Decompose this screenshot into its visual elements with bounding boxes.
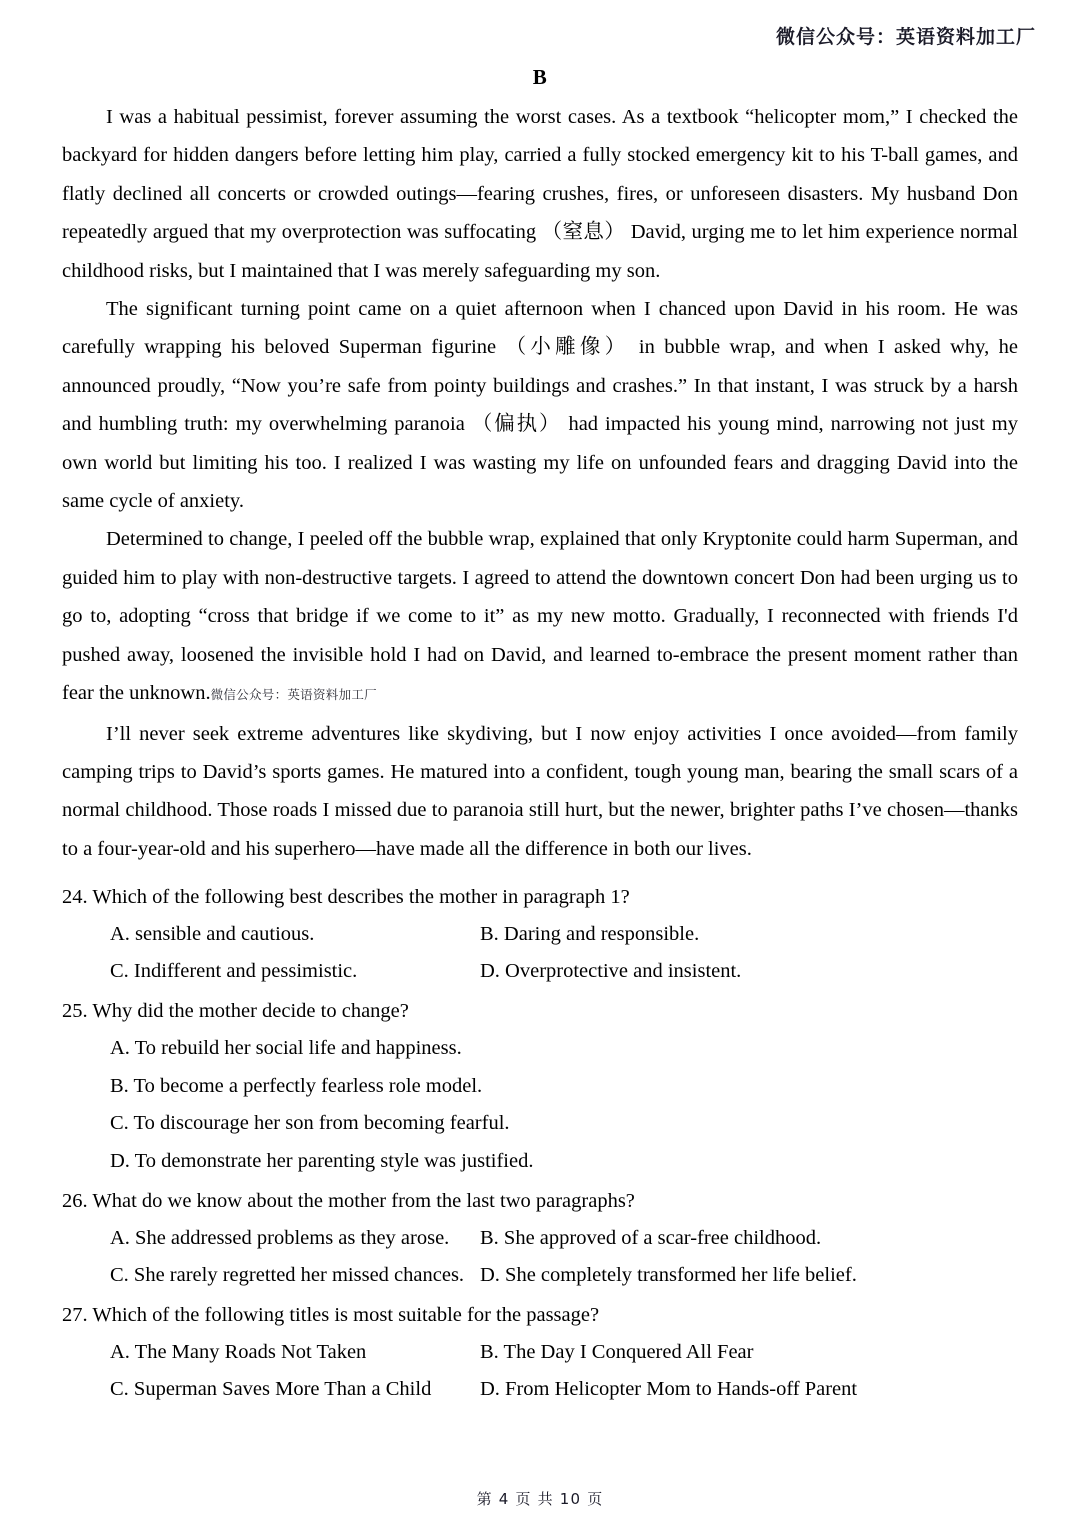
- passage-paragraph-3: [62, 520, 1018, 714]
- question-24-stem: 24. Which of the following best describes the mother in paragraph 1?: [62, 886, 630, 909]
- question-27-option-c[interactable]: C. Superman Saves More Than a Child: [110, 1378, 432, 1401]
- option-row: [62, 953, 1018, 990]
- question-27-option-b[interactable]: B. The Day I Conquered All Fear: [480, 1341, 754, 1364]
- passage-paragraph-4: [62, 715, 1018, 869]
- question-24-option-a[interactable]: A. sensible and cautious.: [110, 923, 315, 946]
- question-25-options: [62, 1030, 1018, 1180]
- question-27-option-a[interactable]: A. The Many Roads Not Taken: [110, 1341, 367, 1364]
- question-27-options: [62, 1334, 1018, 1408]
- question-24-option-d[interactable]: D. Overprotective and insistent.: [480, 960, 742, 983]
- question-24-option-b[interactable]: B. Daring and responsible.: [480, 923, 700, 946]
- question-27-stem: 27. Which of the following titles is most suitable for the passage?: [62, 1304, 600, 1327]
- question-24: [62, 878, 1018, 990]
- question-26-option-c[interactable]: C. She rarely regretted her missed chances.: [110, 1264, 465, 1287]
- question-25-stem: 25. Why did the mother decide to change?: [62, 1000, 409, 1023]
- question-26-option-d[interactable]: D. She completely transformed her life belief.: [480, 1264, 857, 1287]
- option-row: [62, 1257, 1018, 1294]
- question-25-option-b[interactable]: B. To become a perfectly fearless role model.: [110, 1074, 483, 1097]
- question-26-options: [62, 1220, 1018, 1294]
- paragraph-1-text: I was a habitual pessimist, forever assuming the worst cases. As a textbook “helicopter mom,” I checked the backyard for hidden dangers before letting him play, carried a fully stocked emergency kit to his T-ball games, and flatly declined all concerts or crowded outings—fearing crushes, fires, or unforeseen disasters. My husband Don repeatedly argued that my overprotection was suffocating （窒息） David, urging me to let him experience normal childhood risks, but I maintained that I was merely safeguarding my son.: [62, 106, 1018, 282]
- question-27-option-d[interactable]: D. From Helicopter Mom to Hands-off Parent: [480, 1378, 858, 1401]
- question-26: [62, 1182, 1018, 1294]
- option-row: [62, 1334, 1018, 1371]
- page-title: B: [532, 65, 548, 89]
- question-25-option-d[interactable]: D. To demonstrate her parenting style was justified.: [110, 1149, 534, 1172]
- questions-list: [62, 878, 1018, 1408]
- question-25-option-c[interactable]: C. To discourage her son from becoming fearful.: [110, 1112, 510, 1135]
- header-watermark: 微信公众号：英语资料加工厂: [775, 27, 1036, 48]
- passage-paragraph-1: [62, 98, 1018, 290]
- question-24-option-c[interactable]: C. Indifferent and pessimistic.: [110, 960, 358, 983]
- question-25-option-a[interactable]: A. To rebuild her social life and happiness.: [110, 1037, 462, 1060]
- paragraph-2-text: The significant turning point came on a quiet afternoon when I chanced upon David in his room. He was carefully wrapping his beloved Superman figurine （小雕像） in bubble wrap, and when I asked why, he announced proudly, “Now you’re safe from pointy buildings and crashes.” In that instant, I was struck by a harsh and humbling truth: my overwhelming paranoia （偏执） had impacted his young mind, narrowing not just my own world but limiting his too. I realized I was wasting my life on unfounded fears and dragging David into the same cycle of anxiety.: [62, 298, 1018, 513]
- question-26-option-a[interactable]: A. She addressed problems as they arose.: [110, 1227, 450, 1250]
- inline-watermark: 微信公众号：英语资料加工厂: [210, 687, 377, 703]
- question-25: [62, 992, 1018, 1180]
- document-content: [62, 62, 1018, 1410]
- question-26-stem: 26. What do we know about the mother from the last two paragraphs?: [62, 1190, 635, 1213]
- passage-paragraph-2: [62, 290, 1018, 520]
- question-24-options: [62, 916, 1018, 990]
- paragraph-4-text: I’ll never seek extreme adventures like skydiving, but I now enjoy activities I once avoided—from family camping trips to David’s sports games. He matured into a confident, tough young man, bearing the small scars of a normal childhood. Those roads I missed due to paranoia still hurt, but the newer, brighter paths I’ve chosen—thanks to a four-year-old and his superhero—have made all the difference in both our lives.: [62, 722, 1018, 860]
- option-row: [62, 1371, 1018, 1408]
- option-row: [62, 916, 1018, 953]
- question-27: [62, 1296, 1018, 1408]
- paragraph-3-text: Determined to change, I peeled off the bubble wrap, explained that only Kryptonite could harm Superman, and guided him to play with non-destructive targets. I agreed to attend the downtown concert Don had been urging us to go to, adopting “cross that bridge if we come to it” as my new motto. Gradually, I reconnected with friends I'd pushed away, loosened the invisible hold I had on David, and learned to-embrace the present moment rather than fear the unknown.: [62, 528, 1018, 705]
- page-footer: 第 4 页 共 10 页: [476, 1490, 604, 1508]
- question-26-option-b[interactable]: B. She approved of a scar-free childhood.: [480, 1227, 822, 1250]
- option-row: [62, 1220, 1018, 1257]
